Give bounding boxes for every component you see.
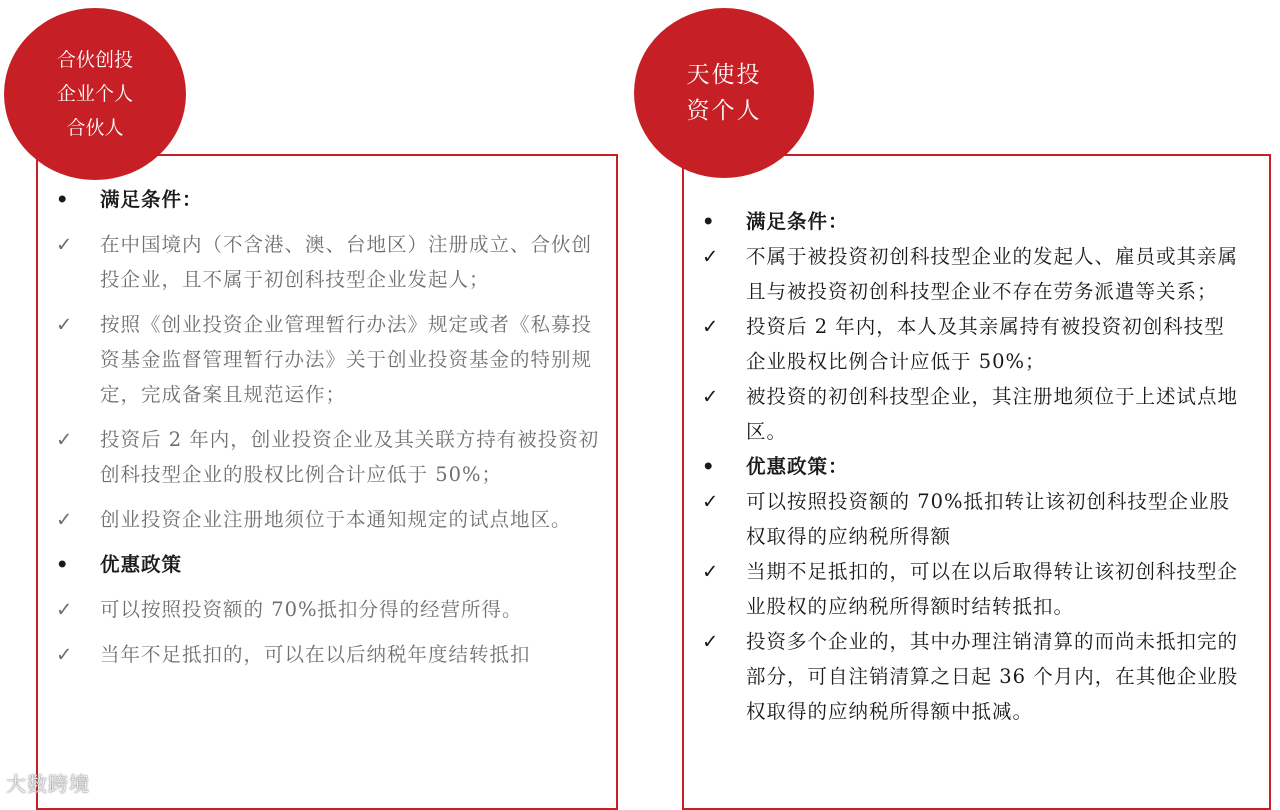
item-text: 可以按照投资额的 70%抵扣分得的经营所得。 <box>100 598 523 621</box>
item-text: 可以按照投资额的 70%抵扣转让该初创科技型企业股权取得的应纳税所得额 <box>746 490 1231 548</box>
watermark-logo <box>6 768 90 797</box>
item-text: 当期不足抵扣的，可以在以后取得转让该初创科技型企业股权的应纳税所得额时结转抵扣。 <box>746 560 1239 618</box>
list-item <box>684 239 1243 309</box>
bullet-icon: • <box>702 210 716 233</box>
right-badge-line: 资个人 <box>686 98 762 124</box>
left-policy-list <box>38 156 616 672</box>
list-heading <box>38 182 602 217</box>
checkmark-icon: ✓ <box>702 630 720 653</box>
item-text: 投资后 2 年内，本人及其亲属持有被投资初创科技型企业股权比例合计应低于 50%； <box>746 315 1225 373</box>
bullet-icon: • <box>56 188 70 211</box>
list-item <box>684 484 1243 554</box>
checkmark-icon: ✓ <box>56 428 74 451</box>
right-category-badge <box>634 8 814 178</box>
right-policy-panel <box>682 154 1271 810</box>
item-text: 不属于被投资初创科技型企业的发起人、雇员或其亲属且与被投资初创科技型企业不存在劳务派遣等关系； <box>746 245 1239 303</box>
checkmark-icon: ✓ <box>56 598 74 621</box>
list-item <box>38 502 602 537</box>
checkmark-icon: ✓ <box>56 313 74 336</box>
right-badge-line: 天使投 <box>686 62 762 88</box>
heading-text: 优惠政策： <box>746 455 849 478</box>
right-policy-list <box>684 156 1269 729</box>
list-item <box>38 592 602 627</box>
list-item <box>38 307 602 412</box>
checkmark-icon: ✓ <box>56 233 74 256</box>
list-heading <box>684 449 1243 484</box>
list-heading <box>38 547 602 582</box>
left-badge-line: 合伙创投 <box>56 49 133 71</box>
left-badge-line: 合伙人 <box>66 117 124 139</box>
list-item <box>684 554 1243 624</box>
checkmark-icon: ✓ <box>702 315 720 338</box>
item-text: 在中国境内（不含港、澳、台地区）注册成立、合伙创投企业，且不属于初创科技型企业发起人； <box>100 233 593 291</box>
checkmark-icon: ✓ <box>702 490 720 513</box>
heading-text: 满足条件： <box>100 188 203 211</box>
heading-text: 满足条件： <box>746 210 849 233</box>
list-item <box>684 624 1243 729</box>
list-item <box>38 227 602 297</box>
item-text: 被投资的初创科技型企业，其注册地须位于上述试点地区。 <box>746 385 1239 443</box>
left-category-badge <box>4 8 186 180</box>
checkmark-icon: ✓ <box>702 245 720 268</box>
bullet-icon: • <box>56 553 70 576</box>
item-text: 当年不足抵扣的，可以在以后纳税年度结转抵扣 <box>100 643 531 666</box>
heading-text: 优惠政策 <box>100 553 183 576</box>
checkmark-icon: ✓ <box>56 643 74 666</box>
list-item <box>38 637 602 672</box>
checkmark-icon: ✓ <box>702 385 720 408</box>
list-item <box>684 379 1243 449</box>
list-item <box>684 309 1243 379</box>
checkmark-icon: ✓ <box>702 560 720 583</box>
item-text: 按照《创业投资企业管理暂行办法》规定或者《私募投资基金监督管理暂行办法》关于创业投资基金的特别规定，完成备案且规范运作； <box>100 313 593 406</box>
list-heading <box>684 204 1243 239</box>
left-policy-panel <box>36 154 618 810</box>
list-item <box>38 422 602 492</box>
item-text: 投资多个企业的，其中办理注销清算的而尚未抵扣完的部分，可自注销清算之日起 36 个月内，在其他企业股权取得的应纳税所得额中抵减。 <box>746 630 1239 723</box>
bullet-icon: • <box>702 455 716 478</box>
left-badge-line: 企业个人 <box>56 83 133 105</box>
item-text: 投资后 2 年内，创业投资企业及其关联方持有被投资初创科技型企业的股权比例合计应低于 50%； <box>100 428 600 486</box>
watermark-text: 大数跨境 <box>6 772 90 796</box>
checkmark-icon: ✓ <box>56 508 74 531</box>
item-text: 创业投资企业注册地须位于本通知规定的试点地区。 <box>100 508 572 531</box>
